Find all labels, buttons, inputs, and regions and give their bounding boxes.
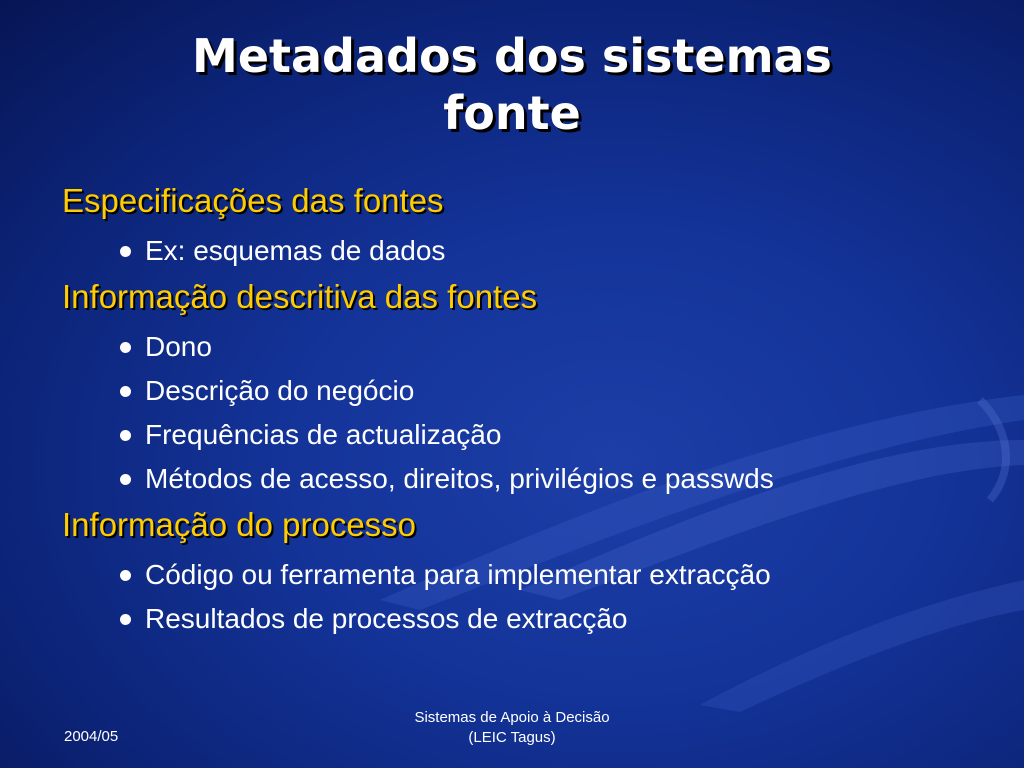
list-item: [120, 418, 982, 452]
footer-date: 2004/05: [64, 728, 119, 745]
title-line-2: fonte: [443, 86, 581, 140]
section-heading: Informação do processo: [62, 506, 417, 543]
bullet-icon: [120, 570, 131, 581]
list-item-text: Código ou ferramenta para implementar extracção: [145, 559, 771, 590]
bullet-icon: [120, 386, 131, 397]
list-item: [120, 234, 982, 268]
footer-course-line-1: Sistemas de Apoio à Decisão: [414, 709, 610, 726]
list-item-text: Ex: esquemas de dados: [145, 235, 446, 266]
list-item-text: Dono: [145, 331, 212, 362]
footer-course-line-2: (LEIC Tagus): [468, 729, 556, 746]
bullet-icon: [120, 246, 131, 257]
list-item-text: Resultados de processos de extracção: [145, 603, 628, 634]
list-item: [120, 374, 982, 408]
list-item-text: Descrição do negócio: [145, 375, 415, 406]
bullet-icon: [120, 430, 131, 441]
list-item-text: Frequências de actualização: [145, 419, 502, 450]
bullet-icon: [120, 342, 131, 353]
footer-course: [362, 708, 662, 748]
slide-content: [62, 182, 982, 646]
list-item-text: Métodos de acesso, direitos, privilégios e passwds: [145, 463, 774, 494]
list-item: [120, 330, 982, 364]
slide-title: [60, 28, 964, 142]
bullet-icon: [120, 474, 131, 485]
section-heading: Informação descritiva das fontes: [62, 278, 538, 315]
list-item: [120, 462, 982, 496]
section-heading: Especificações das fontes: [62, 182, 444, 219]
title-line-1: Metadados dos sistemas: [192, 29, 832, 83]
list-item: [120, 558, 982, 592]
list-item: [120, 602, 982, 636]
bullet-icon: [120, 614, 131, 625]
